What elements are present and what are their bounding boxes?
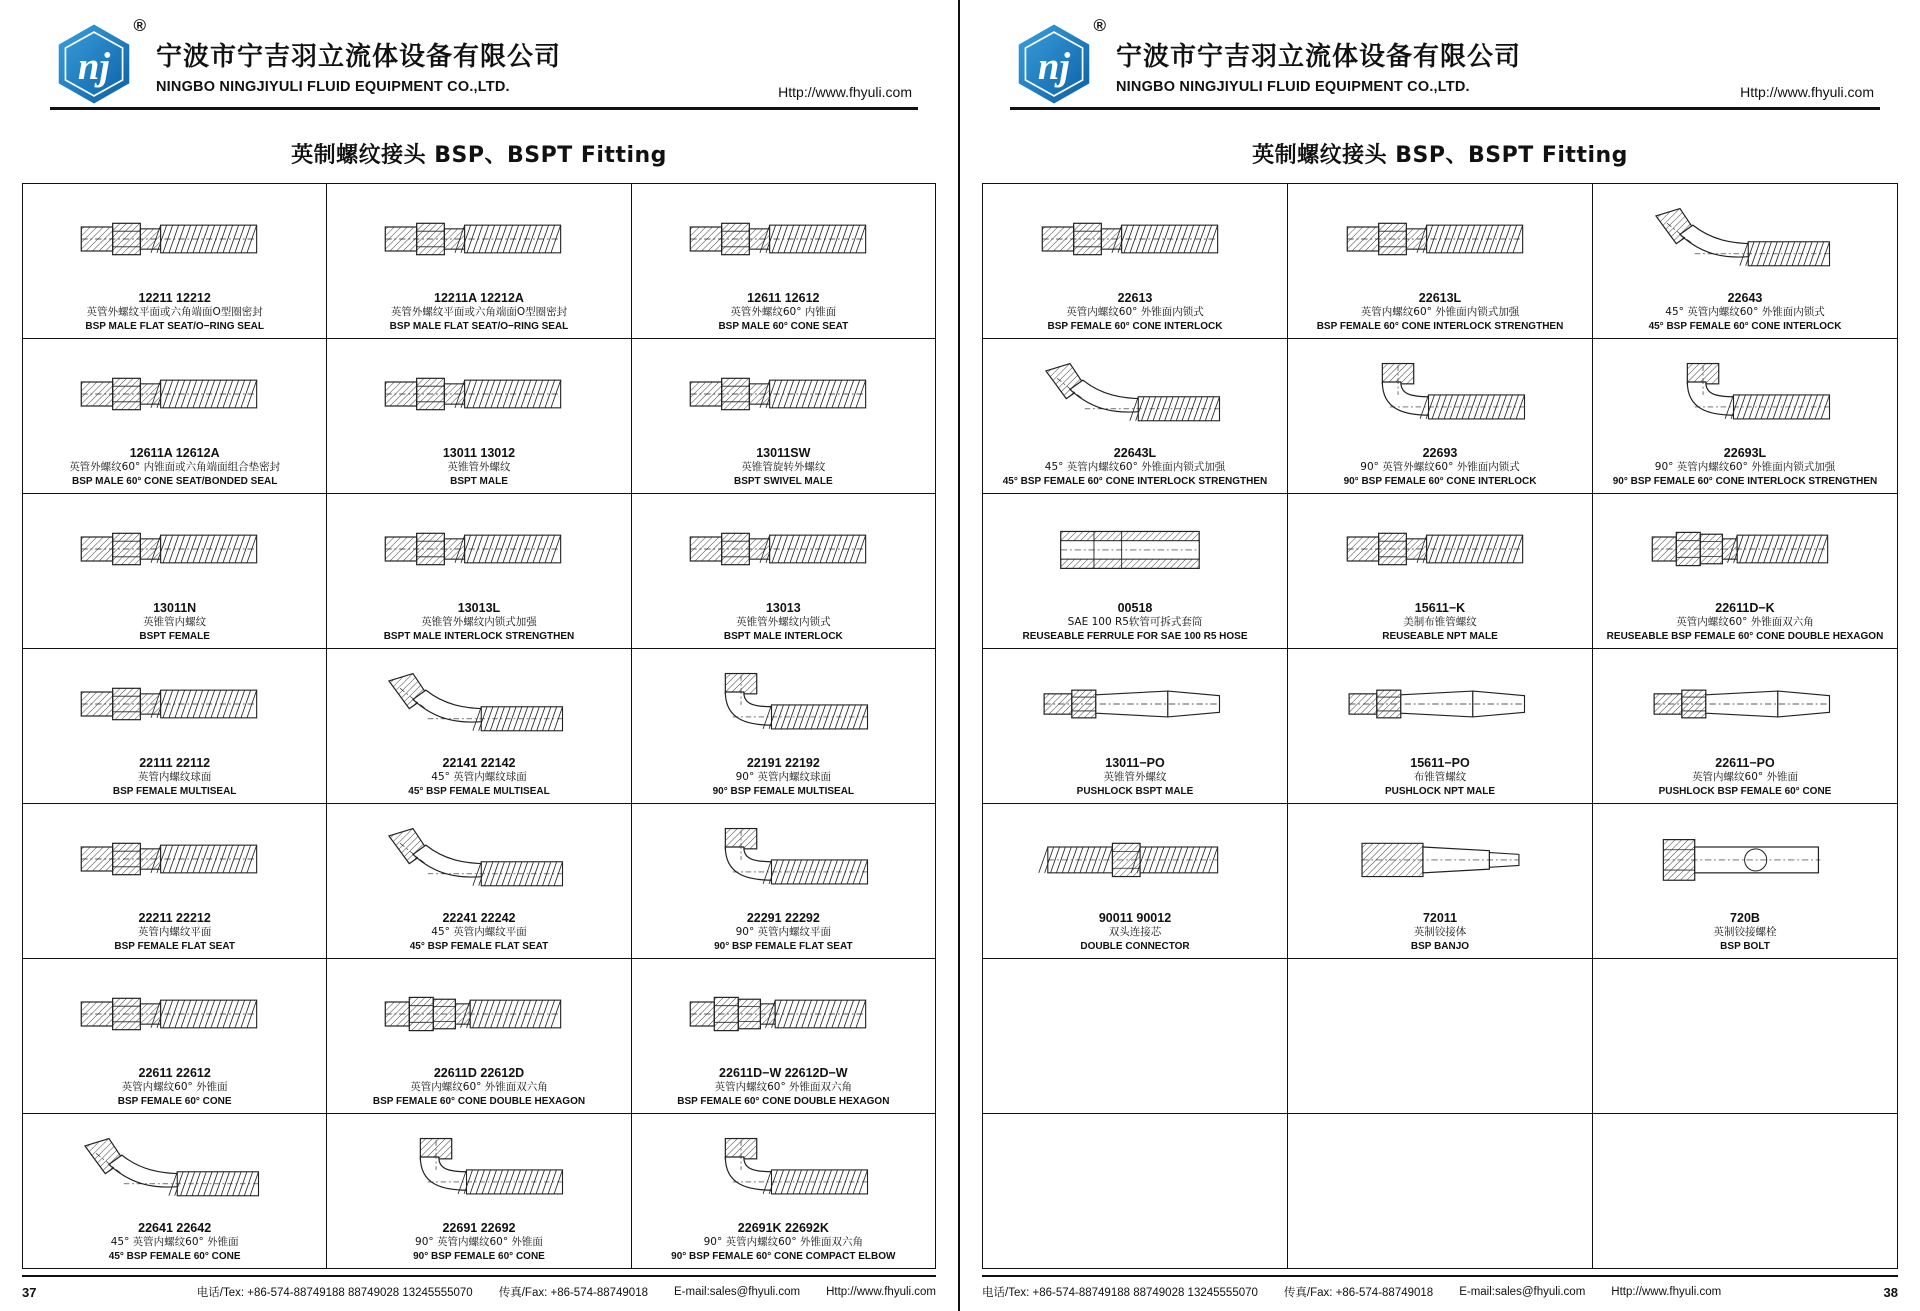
fitting-labels (1596, 756, 1894, 800)
fitting-desc-en: REUSEABLE BSP FEMALE 60° CONE DOUBLE HEXAGON (1606, 631, 1884, 642)
fitting-code: 12611A 12612A (129, 445, 220, 460)
fitting-cell (632, 184, 936, 339)
fitting-desc-en: BSP MALE FLAT SEAT/O−RING SEAL (389, 321, 569, 332)
fitting-desc-en: BSP BANJO (1410, 941, 1470, 952)
page-header (22, 14, 936, 122)
fitting-code: 22291 22292 (746, 910, 820, 925)
header-website: Http://www.fhyuli.com (778, 84, 912, 100)
fitting-desc-en: 45° BSP FEMALE 60° CONE INTERLOCK STRENGTHEN (1002, 476, 1268, 487)
footer-email: E-mail:sales@fhyuli.com (674, 1286, 801, 1298)
fitting-labels (26, 911, 323, 955)
fitting-code: 13013L (457, 600, 501, 615)
fitting-code: 22613 (1117, 290, 1153, 305)
fitting-desc-cn: 英管内螺纹60° 外锥面内锁式加强 (1360, 306, 1520, 319)
pushlock-cone-drawing (1596, 653, 1894, 756)
fitting-code: 22141 22142 (442, 755, 516, 770)
footer-tel: 电话/Tex: +86-574-88749188 88749028 13245555070 (196, 1287, 473, 1299)
fitting-desc-en: BSP MALE FLAT SEAT/O−RING SEAL (85, 321, 264, 332)
fitting-desc-cn: 45° 英管内螺纹平面 (431, 926, 527, 939)
fitting-labels (1596, 601, 1894, 645)
company-logo (1012, 16, 1104, 108)
header-divider (1010, 107, 1880, 110)
page-38 (960, 0, 1920, 1311)
fitting-code: 13011SW (756, 445, 811, 460)
fitting-cell (632, 959, 936, 1114)
hexagon-logo-icon (1012, 22, 1096, 106)
double-connector-drawing (986, 808, 1284, 911)
registered-mark: ® (1093, 16, 1106, 35)
fitting-cell (23, 804, 327, 959)
fitting-desc-cn: 美制布锥管螺纹 (1403, 616, 1477, 629)
fitting-desc-en: 90° BSP FEMALE 60° CONE INTERLOCK (1343, 476, 1537, 487)
page-title: 英制螺纹接头 BSP、BSPT Fitting (291, 143, 667, 168)
interlock-male2-drawing (635, 498, 932, 601)
fitting-cell (327, 339, 631, 494)
fitting-cell-empty (983, 959, 1288, 1114)
fitting-cell (327, 184, 631, 339)
fitting-labels (1291, 911, 1589, 955)
fitting-code: 22641 22642 (138, 1220, 212, 1235)
fitting-desc-en: PUSHLOCK BSPT MALE (1076, 786, 1194, 797)
hex-double-drawing (330, 963, 627, 1066)
company-name-en: NINGBO NINGJIYULI FLUID EQUIPMENT CO.,LTD. (1116, 79, 1470, 95)
female-cone-drawing (986, 188, 1284, 291)
svg-text:nj: nj (77, 46, 111, 89)
fitting-desc-cn: 英管内螺纹60° 外锥面双六角 (1676, 616, 1814, 629)
fitting-code: 22611D 22612D (433, 1065, 525, 1080)
straight-oring-drawing (26, 188, 323, 291)
company-names (156, 36, 561, 95)
fitting-desc-cn: 英管内螺纹60° 外锥面 (121, 1081, 228, 1094)
fitting-desc-cn: 90° 英管内螺纹平面 (735, 926, 832, 939)
footer-divider (982, 1275, 1898, 1277)
fitting-cell (1593, 494, 1898, 649)
banjo-drawing (1291, 808, 1589, 911)
fitting-desc-en: 90° BSP FEMALE 60° CONE (413, 1251, 545, 1262)
fitting-desc-en: 45° BSP FEMALE 60° CONE (108, 1251, 241, 1262)
fitting-desc-en: BSP FEMALE 60° CONE (117, 1096, 232, 1107)
fitting-cell (632, 339, 936, 494)
fitting-desc-en: PUSHLOCK BSP FEMALE 60° CONE (1658, 786, 1832, 797)
fitting-cell (1593, 339, 1898, 494)
fitting-labels (635, 911, 932, 955)
fitting-code: 12211 12212 (138, 290, 211, 305)
fitting-code: 22691 22692 (442, 1220, 516, 1235)
fitting-cell (983, 339, 1288, 494)
fitting-desc-en: BSP FEMALE FLAT SEAT (114, 941, 235, 952)
fitting-desc-cn: 英管内螺纹60° 外锥面双六角 (410, 1081, 548, 1094)
page-header (982, 14, 1898, 122)
fitting-cell (23, 959, 327, 1114)
fitting-desc-cn: 英管外螺纹60° 内锥面 (730, 306, 837, 319)
company-name-en: NINGBO NINGJIYULI FLUID EQUIPMENT CO.,LTD. (156, 79, 510, 95)
fitting-desc-en: 45° BSP FEMALE 60° CONE INTERLOCK (1648, 321, 1842, 332)
registered-mark: ® (133, 16, 146, 35)
fitting-desc-en: BSPT SWIVEL MALE (733, 476, 833, 487)
fitting-code: 22691K 22692K (737, 1220, 829, 1235)
fitting-desc-cn: 英锥管外螺纹内锁式 (736, 616, 831, 629)
fitting-cell (327, 959, 631, 1114)
fitting-labels (330, 756, 627, 800)
fitting-labels (986, 911, 1284, 955)
fitting-desc-en: BSP FEMALE 60° CONE INTERLOCK STRENGTHEN (1316, 321, 1564, 332)
fitting-desc-cn: 45° 英管内螺纹60° 外锥面内锁式 (1665, 306, 1825, 319)
fitting-desc-en: BSP FEMALE MULTISEAL (112, 786, 237, 797)
fitting-desc-cn: SAE 100 R5软管可拆式套筒 (1067, 616, 1203, 629)
fitting-cell (23, 494, 327, 649)
fitting-desc-cn: 英管外螺纹60° 内锥面或六角端面组合垫密封 (69, 461, 281, 474)
fitting-code: 72011 (1422, 910, 1458, 925)
fitting-cell (1593, 649, 1898, 804)
fitting-desc-cn: 英管内螺纹球面 (137, 771, 212, 784)
page-title: 英制螺纹接头 BSP、BSPT Fitting (1252, 143, 1628, 168)
hexagon-logo-icon (52, 22, 136, 106)
fitting-code: 13013 (765, 600, 801, 615)
fitting-cell (1288, 184, 1593, 339)
fitting-desc-cn: 90° 英管内螺纹60° 外锥面双六角 (703, 1236, 864, 1249)
elbow90-drawing (635, 653, 932, 756)
fitting-labels (635, 601, 932, 645)
straight-oring-drawing (330, 188, 627, 291)
fitting-cell-empty (1288, 959, 1593, 1114)
page-number: 37 (22, 1284, 37, 1300)
fitting-cell (327, 1114, 631, 1269)
fitting-cell (983, 494, 1288, 649)
hex-double-w-drawing (635, 963, 932, 1066)
header-website: Http://www.fhyuli.com (1740, 84, 1874, 100)
fitting-labels (1596, 291, 1894, 335)
fitting-labels (330, 446, 627, 490)
female-flat-drawing (26, 808, 323, 911)
fitting-cell (632, 1114, 936, 1269)
fitting-desc-cn: 90° 英管外螺纹60° 外锥面内锁式 (1360, 461, 1520, 474)
fitting-grid (982, 183, 1898, 1269)
female-cone-str-drawing (1291, 188, 1589, 291)
fitting-cell (1288, 494, 1593, 649)
pushlock-drawing (986, 653, 1284, 756)
fitting-desc-cn: 英管外螺纹平面或六角端面O型圈密封 (390, 306, 568, 319)
footer-url: Http://www.fhyuli.com (826, 1286, 936, 1298)
fitting-labels (26, 601, 323, 645)
elbow90-drawing (1291, 343, 1589, 446)
fitting-cell (1288, 339, 1593, 494)
fitting-code: 13011N (153, 600, 197, 615)
fitting-code: 12211A 12212A (434, 290, 524, 305)
fitting-desc-en: BSP FEMALE 60° CONE DOUBLE HEXAGON (677, 1096, 890, 1107)
fitting-desc-cn: 英管外螺纹平面或六角端面O型圈密封 (86, 306, 263, 319)
fitting-cell (632, 804, 936, 959)
straight-bonded-drawing (26, 343, 323, 446)
fitting-desc-en: BSPT MALE INTERLOCK STRENGTHEN (383, 631, 575, 642)
swivel-male-drawing (635, 343, 932, 446)
fitting-labels (635, 446, 932, 490)
fitting-labels (330, 1066, 627, 1110)
fitting-desc-cn: 英锥管内螺纹 (143, 616, 207, 629)
fitting-code: 22211 22212 (138, 910, 211, 925)
fitting-desc-en: BSPT FEMALE (139, 631, 210, 642)
fitting-desc-cn: 45° 英管内螺纹球面 (431, 771, 527, 784)
fitting-labels (986, 601, 1284, 645)
company-name-cn: 宁波市宁吉羽立流体设备有限公司 (156, 42, 562, 72)
fitting-desc-cn: 英管内螺纹平面 (137, 926, 212, 939)
fitting-desc-en: 45° BSP FEMALE MULTISEAL (408, 786, 550, 797)
footer-url: Http://www.fhyuli.com (1611, 1286, 1722, 1298)
fitting-cell (1288, 649, 1593, 804)
fitting-labels (986, 291, 1284, 335)
fitting-labels (635, 756, 932, 800)
elbow45-drawing (986, 343, 1284, 446)
fitting-code: 15611−K (1414, 600, 1466, 615)
fitting-cell (1288, 804, 1593, 959)
fitting-grid (22, 183, 936, 1269)
fitting-code: 22611D−W 22612D−W (719, 1065, 848, 1080)
hex-double-drawing (1596, 498, 1894, 601)
elbow45-drawing (330, 808, 627, 911)
fitting-labels (26, 446, 323, 490)
fitting-labels (1596, 446, 1894, 490)
fitting-cell (983, 184, 1288, 339)
fitting-code: 12611 12612 (747, 290, 820, 305)
fitting-desc-cn: 90° 英管内螺纹60° 外锥面 (415, 1236, 543, 1249)
fitting-code: 22191 22192 (746, 755, 820, 770)
fitting-desc-cn: 英锥管外螺纹内锁式加强 (421, 616, 537, 629)
female-multiseal-drawing (26, 653, 323, 756)
fitting-desc-en: 90° BSP FEMALE 60° CONE COMPACT ELBOW (671, 1251, 896, 1262)
fitting-cell (327, 494, 631, 649)
fitting-desc-en: 90° BSP FEMALE MULTISEAL (712, 786, 855, 797)
fitting-cell (1593, 804, 1898, 959)
fitting-desc-cn: 英管内螺纹60° 外锥面内锁式 (1066, 306, 1204, 319)
fitting-code: 00518 (1117, 600, 1153, 615)
fitting-desc-cn: 90° 英管内螺纹60° 外锥面内锁式加强 (1654, 461, 1836, 474)
fitting-desc-en: 90° BSP FEMALE FLAT SEAT (714, 941, 853, 952)
elbow90k-drawing (635, 1118, 932, 1221)
fitting-desc-cn: 90° 英管内螺纹球面 (735, 771, 832, 784)
fitting-desc-cn: 英管内螺纹60° 外锥面 (1692, 771, 1798, 784)
fitting-cell (983, 804, 1288, 959)
fitting-desc-cn: 英制铰接螺栓 (1713, 926, 1777, 939)
fitting-code: 22611D−K (1715, 600, 1775, 615)
fitting-code: 22693 (1422, 445, 1458, 460)
fitting-code: 22693L (1723, 445, 1767, 460)
fitting-cell-empty (1288, 1114, 1593, 1269)
footer-tel: 电话/Tex: +86-574-88749188 88749028 13245555070 (982, 1287, 1258, 1299)
company-names (1116, 36, 1521, 95)
fitting-labels (330, 291, 627, 335)
fitting-desc-en: BSP FEMALE 60° CONE DOUBLE HEXAGON (372, 1096, 586, 1107)
elbow90-drawing (330, 1118, 627, 1221)
fitting-desc-en: BSPT MALE INTERLOCK (723, 631, 843, 642)
pushlock-drawing (1291, 653, 1589, 756)
fitting-cell (23, 184, 327, 339)
fitting-code: 22111 22112 (139, 755, 211, 770)
elbow45-drawing (26, 1118, 323, 1221)
fitting-desc-cn: 英锥管旋转外螺纹 (741, 461, 826, 474)
fitting-labels (330, 601, 627, 645)
fitting-code: 13011−PO (1105, 755, 1165, 770)
fitting-cell (1593, 184, 1898, 339)
fitting-desc-cn: 双头连接芯 (1108, 926, 1162, 939)
page-footer (982, 1273, 1898, 1303)
fitting-desc-cn: 英管内螺纹60° 外锥面双六角 (714, 1081, 853, 1094)
fitting-desc-en: PUSHLOCK NPT MALE (1385, 786, 1495, 797)
fitting-labels (26, 1221, 323, 1265)
footer-fax: 传真/Fax: +86-574-88749018 (498, 1287, 648, 1299)
fitting-labels (635, 1066, 932, 1110)
fitting-desc-cn: 英锥管外螺纹 (1103, 771, 1167, 784)
elbow90-drawing (1596, 343, 1894, 446)
fitting-cell (23, 1114, 327, 1269)
fitting-cell-empty (1593, 1114, 1898, 1269)
fitting-desc-en: 45° BSP FEMALE FLAT SEAT (409, 941, 549, 952)
straight-cone-drawing (635, 188, 932, 291)
footer-fax: 传真/Fax: +86-574-88749018 (1283, 1287, 1434, 1299)
fitting-labels (26, 291, 323, 335)
fitting-labels (330, 911, 627, 955)
fitting-desc-en: DOUBLE CONNECTOR (1080, 941, 1190, 952)
fitting-desc-en: REUSEABLE FERRULE FOR SAE 100 R5 HOSE (1022, 631, 1248, 642)
fitting-cell (632, 649, 936, 804)
fitting-cell-empty (1593, 959, 1898, 1114)
fitting-labels (26, 1066, 323, 1110)
fitting-labels (1291, 756, 1589, 800)
fitting-desc-en: REUSEABLE NPT MALE (1382, 631, 1498, 642)
fitting-desc-en: 90° BSP FEMALE 60° CONE INTERLOCK STRENGTHEN (1612, 476, 1878, 487)
fitting-code: 22643L (1113, 445, 1157, 460)
fitting-cell (327, 804, 631, 959)
elbow45-drawing (1596, 188, 1894, 291)
elbow90-drawing (635, 808, 932, 911)
fitting-labels (986, 446, 1284, 490)
fitting-cell (23, 339, 327, 494)
footer-divider (22, 1275, 936, 1277)
fitting-labels (635, 291, 932, 335)
fitting-code: 22611 22612 (138, 1065, 211, 1080)
page-footer (22, 1273, 936, 1303)
footer-email: E-mail:sales@fhyuli.com (1459, 1286, 1586, 1298)
fitting-desc-cn: 英锥管外螺纹 (447, 461, 511, 474)
fitting-desc-cn: 英制铰接体 (1413, 926, 1467, 939)
elbow45-drawing (330, 653, 627, 756)
fitting-desc-en: BSP BOLT (1720, 941, 1770, 952)
female-straight-drawing (26, 498, 323, 601)
fitting-code: 13011 13012 (442, 445, 516, 460)
fitting-labels (1291, 291, 1589, 335)
fitting-code: 90011 90012 (1098, 910, 1172, 925)
fitting-labels (330, 1221, 627, 1265)
svg-text:nj: nj (1037, 46, 1071, 89)
bolt-drawing (1596, 808, 1894, 911)
fitting-cell-empty (983, 1114, 1288, 1269)
company-logo (52, 16, 144, 108)
fitting-labels (635, 1221, 932, 1265)
fitting-desc-cn: 布锥管螺纹 (1413, 771, 1467, 784)
header-divider (50, 107, 918, 110)
fitting-cell (632, 494, 936, 649)
fitting-desc-cn: 45° 英管内螺纹60° 外锥面 (110, 1236, 239, 1249)
fitting-code: 15611−PO (1410, 755, 1470, 770)
fitting-labels (26, 756, 323, 800)
straight-male-drawing (330, 343, 627, 446)
page-number: 38 (1883, 1284, 1898, 1300)
fitting-cell (983, 649, 1288, 804)
fitting-desc-en: BSP MALE 60° CONE SEAT (718, 321, 849, 332)
fitting-cell (23, 649, 327, 804)
fitting-desc-cn: 45° 英管内螺纹60° 外锥面内锁式加强 (1044, 461, 1226, 474)
fitting-desc-en: BSP MALE 60° CONE SEAT/BONDED SEAL (72, 476, 278, 487)
fitting-labels (986, 756, 1284, 800)
fitting-desc-en: BSPT MALE (450, 476, 508, 487)
interlock-male-drawing (330, 498, 627, 601)
fitting-code: 22613L (1418, 290, 1462, 305)
fitting-code: 22611−PO (1715, 755, 1775, 770)
ferrule-drawing (986, 498, 1284, 601)
female-cone-drawing (26, 963, 323, 1066)
fitting-labels (1291, 601, 1589, 645)
fitting-cell (327, 649, 631, 804)
fitting-code: 22643 (1727, 290, 1763, 305)
fitting-labels (1596, 911, 1894, 955)
npt-male-drawing (1291, 498, 1589, 601)
fitting-code: 22241 22242 (442, 910, 516, 925)
fitting-labels (1291, 446, 1589, 490)
fitting-desc-en: BSP FEMALE 60° CONE INTERLOCK (1047, 321, 1223, 332)
company-name-cn: 宁波市宁吉羽立流体设备有限公司 (1116, 42, 1522, 72)
fitting-code: 720B (1730, 910, 1760, 925)
